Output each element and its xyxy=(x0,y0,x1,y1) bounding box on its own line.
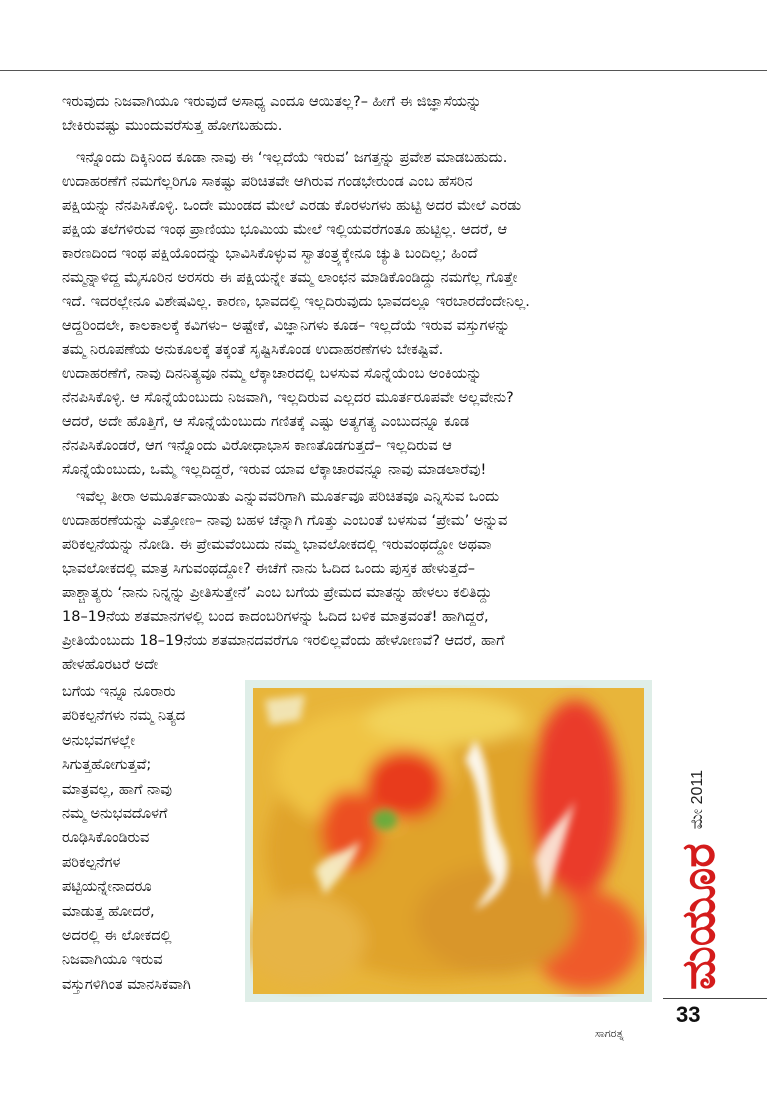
magazine-logo: ಮಯೂರ xyxy=(671,843,725,990)
text-line: ನೆನಪಿಸಿಕೊಳ್ಳಿ. ಆ ಸೊನ್ನೆಯೆಂಬುದು ನಿಜವಾಗಿ, ಇಲ್ಲದಿರುವ ಎಲ್ಲದರ ಮೂರ್ತರೂಪವೇ ಅಲ್ಲವೇನು? xyxy=(62,390,514,406)
text-line: ವಸ್ತುಗಳಿಗಿಂತ ಮಾನಸಿಕವಾಗಿ xyxy=(62,976,191,993)
text-line: ಅದರಲ್ಲಿ ಈ ಲೋಕದಲ್ಲಿ xyxy=(62,928,172,945)
paragraph-3 xyxy=(62,485,636,677)
text-line: ಮಾತ್ರವಲ್ಲ, ಹಾಗೆ ನಾವು xyxy=(62,781,173,798)
text-line: ಆದರೆ, ಅದೇ ಹೊತ್ತಿಗೆ, ಆ ಸೊನ್ನೆಯೆಂಬುದು ಗಣಿತಕ್ಕೆ ಎಷ್ಟು ಅತ್ಯಗತ್ಯ ಎಂಬುದನ್ನೂ ಕೂಡ xyxy=(62,414,470,430)
text-line: ಇನ್ನೊಂದು ದಿಕ್ಕಿನಿಂದ ಕೂಡಾ ನಾವು ಈ ‘ಇಲ್ಲದೆಯೆ ಇರುವ’ ಜಗತ್ತನ್ನು ಪ್ರವೇಶ ಮಾಡಬಹುದು. xyxy=(76,150,508,166)
text-line: ಪಟ್ಟಿಯನ್ನೇನಾದರೂ xyxy=(62,879,152,896)
text-line: ಬೇಕಿರುವಷ್ಟು ಮುಂದುವರೆಸುತ್ತ ಹೋಗಬಹುದು. xyxy=(62,118,283,134)
page-number: 33 xyxy=(676,1002,701,1027)
abstract-painting xyxy=(245,680,652,1002)
top-rule xyxy=(0,70,767,71)
text-line: ಕಾರಣದಿಂದ ಇಂಥ ಪಕ್ಷಿಯೊಂದನ್ನು ಭಾವಿಸಿಕೊಳ್ಳುವ ಸ್ವಾತಂತ್ರ್ಯಕ್ಕೇನೂ ಚ್ಯುತಿ ಬಂದಿಲ್ಲ; ಹಿಂದೆ xyxy=(62,246,478,262)
image-caption: ಸಾಗರತ್ನ xyxy=(595,1027,624,1040)
text-line: 18–19ನೆಯ ಶತಮಾನಗಳಲ್ಲಿ ಬಂದ ಕಾದಂಬರಿಗಳನ್ನು ಓದಿದ ಬಳಿಕ ಮಾತ್ರವಂತೆ! ಹಾಗಿದ್ದರೆ, xyxy=(62,609,489,625)
text-line: ಪಾಶ್ಚಾತ್ಯರು ‘ನಾನು ನಿನ್ನನ್ನು ಪ್ರೀತಿಸುತ್ತೇನೆ’ ಎಂಬ ಬಗೆಯ ಪ್ರೇಮದ ಮಾತನ್ನು ಹೇಳಲು ಕಲಿತಿದ್ದು xyxy=(62,585,492,601)
text-line: ನಿಜವಾಗಿಯೂ ಇರುವ xyxy=(62,952,163,969)
text-line: ನಮ್ಮ ಅನುಭವದೊಳಗೆ xyxy=(62,806,168,823)
text-line: ಉದಾಹರಣೆಗೆ ನಮಗೆಲ್ಲರಿಗೂ ಸಾಕಷ್ಟು ಪರಿಚಿತವೇ ಆಗಿರುವ ಗಂಡಭೇರುಂಡ ಎಂಬ ಹೆಸರಿನ xyxy=(62,174,473,190)
text-line: ಪಕ್ಷಿಯ ತಲೆಗಳಿರುವ ಇಂಥ ಪ್ರಾಣಿಯು ಭೂಮಿಯ ಮೇಲೆ ಇಲ್ಲಿಯವರೆಗಂತೂ ಹುಟ್ಟಿಲ್ಲ. ಆದರೆ, ಆ xyxy=(62,222,508,238)
paragraph-2 xyxy=(62,146,636,482)
text-line: ನಮ್ಮನ್ನಾಳಿದ್ದ ಮೈಸೂರಿನ ಅರಸರು ಈ ಪಕ್ಷಿಯನ್ನೇ ತಮ್ಮ ಲಾಂಛನ ಮಾಡಿಕೊಂಡಿದ್ದು ನಮಗೆಲ್ಲ ಗೊತ್ತೇ xyxy=(62,270,518,286)
text-line: ಅನುಭವಗಳಲ್ಲೇ xyxy=(62,732,136,749)
text-line: ಇರುವುದು ನಿಜವಾಗಿಯೂ ಇರುವುದೆ ಅಸಾಧ್ಯ ಎಂದೂ ಆಯಿತಲ್ಲ?– ಹೀಗೆ ಈ ಜಿಜ್ಞಾಸೆಯನ್ನು xyxy=(62,94,482,110)
text-line: ಹೇಳಹೊರಟರೆ ಅದೇ xyxy=(62,657,159,673)
text-line: ಪರಿಕಲ್ಪನೆಗಳ xyxy=(62,854,121,871)
text-line: ರೂಢಿಸಿಕೊಂಡಿರುವ xyxy=(62,830,150,847)
masthead xyxy=(672,700,724,990)
text-line: ಇವೆಲ್ಲ ತೀರಾ ಅಮೂರ್ತವಾಯಿತು ಎನ್ನುವವರಿಗಾಗಿ ಮೂರ್ತವೂ ಪರಿಚಿತವೂ ಎನ್ನಿಸುವ ಒಂದು xyxy=(76,489,500,505)
painting-image xyxy=(245,680,652,1002)
text-line: ನೆನಪಿಸಿಕೊಂಡರೆ, ಆಗ ಇನ್ನೊಂದು ವಿರೋಧಾಭಾಸ ಕಾಣತೊಡಗುತ್ತದೆ– ಇಲ್ಲದಿರುವ ಆ xyxy=(62,438,452,454)
text-line: ಉದಾಹರಣೆಗೆ, ನಾವು ದಿನನಿತ್ಯವೂ ನಮ್ಮ ಲೆಕ್ಕಾಚಾರದಲ್ಲಿ ಬಳಸುವ ಸೊನ್ನೆಯೆಂಬ ಅಂಕಿಯನ್ನು xyxy=(62,366,482,382)
text-line: ಭಾವಲೋಕದಲ್ಲಿ ಮಾತ್ರ ಸಿಗುವಂಥದ್ದೋ? ಈಚೆಗೆ ನಾನು ಓದಿದ ಒಂದು ಪುಸ್ತಕ ಹೇಳುತ್ತದೆ– xyxy=(62,561,475,577)
text-line: ತಮ್ಮ ನಿರೂಪಣೆಯ ಅನುಕೂಲಕ್ಕೆ ತಕ್ಕಂತೆ ಸೃಷ್ಟಿಸಿಕೊಂಡ ಉದಾಹರಣೆಗಳು ಬೇಕಷ್ಟಿವೆ. xyxy=(62,342,444,358)
text-line: ಆದ್ದರಿಂದಲೇ, ಕಾಲಕಾಲಕ್ಕೆ ಕವಿಗಳು– ಅಷ್ಟೇಕೆ, ವಿಜ್ಞಾನಿಗಳು ಕೂಡ– ಇಲ್ಲದೆಯೆ ಇರುವ ವಸ್ತುಗಳನ್ನು xyxy=(62,318,510,334)
issue-date: ಮೇ 2011 xyxy=(689,769,706,830)
text-line: ಉದಾಹರಣೆಯನ್ನು ಎತ್ತೋಣ– ನಾವು ಬಹಳ ಚೆನ್ನಾಗಿ ಗೊತ್ತು ಎಂಬಂತೆ ಬಳಸುವ ‘ಪ್ರೇಮ’ ಅನ್ನುವ xyxy=(62,513,508,529)
text-line: ಪ್ರೀತಿಯೆಂಬುದು 18–19ನೆಯ ಶತಮಾನದವರೆಗೂ ಇರಲಿಲ್ಲವೆಂದು ಹೇಳೋಣವೆ? ಆದರೆ, ಹಾಗೆ xyxy=(62,633,505,649)
text-line: ಪರಿಕಲ್ಪನೆಗಳು ನಮ್ಮ ನಿತ್ಯದ xyxy=(62,708,186,725)
text-line: ಮಾಡುತ್ತ ಹೋದರೆ, xyxy=(62,903,155,920)
text-line: ಬಗೆಯ ಇನ್ನೂ ನೂರಾರು xyxy=(62,684,176,700)
text-line: ಸೊನ್ನೆಯೆಂಬುದು, ಒಮ್ಮೆ ಇಲ್ಲದಿದ್ದರೆ, ಇರುವ ಯಾವ ಲೆಕ್ಕಾಚಾರವನ್ನೂ ನಾವು ಮಾಡಲಾರೆವು! xyxy=(62,462,487,478)
paragraph-1 xyxy=(62,90,636,138)
footer-rule xyxy=(663,998,767,999)
text-line: ಇದೆ. ಇದರಲ್ಲೇನೂ ವಿಶೇಷವಿಲ್ಲ. ಕಾರಣ, ಭಾವದಲ್ಲಿ ಇಲ್ಲದಿರುವುದು ಭಾವದಲ್ಲೂ ಇರಬಾರದೆಂದೇನಿಲ್ಲ. xyxy=(62,294,530,310)
text-line: ಪರಿಕಲ್ಪನೆಯನ್ನು ನೋಡಿ. ಈ ಪ್ರೇಮವೆಂಬುದು ನಮ್ಮ ಭಾವಲೋಕದಲ್ಲಿ ಇರುವಂಥದ್ದೋ ಅಥವಾ xyxy=(62,537,492,553)
text-line: ಸಿಗುತ್ತಹೋಗುತ್ತವೆ; xyxy=(62,757,152,774)
wrapped-text-column xyxy=(62,680,242,997)
text-line: ಪಕ್ಷಿಯನ್ನು ನೆನಪಿಸಿಕೊಳ್ಳಿ. ಒಂದೇ ಮುಂಡದ ಮೇಲೆ ಎರಡು ಕೊರಳುಗಳು ಹುಟ್ಟಿ ಅದರ ಮೇಲೆ ಎರಡು xyxy=(62,198,522,214)
